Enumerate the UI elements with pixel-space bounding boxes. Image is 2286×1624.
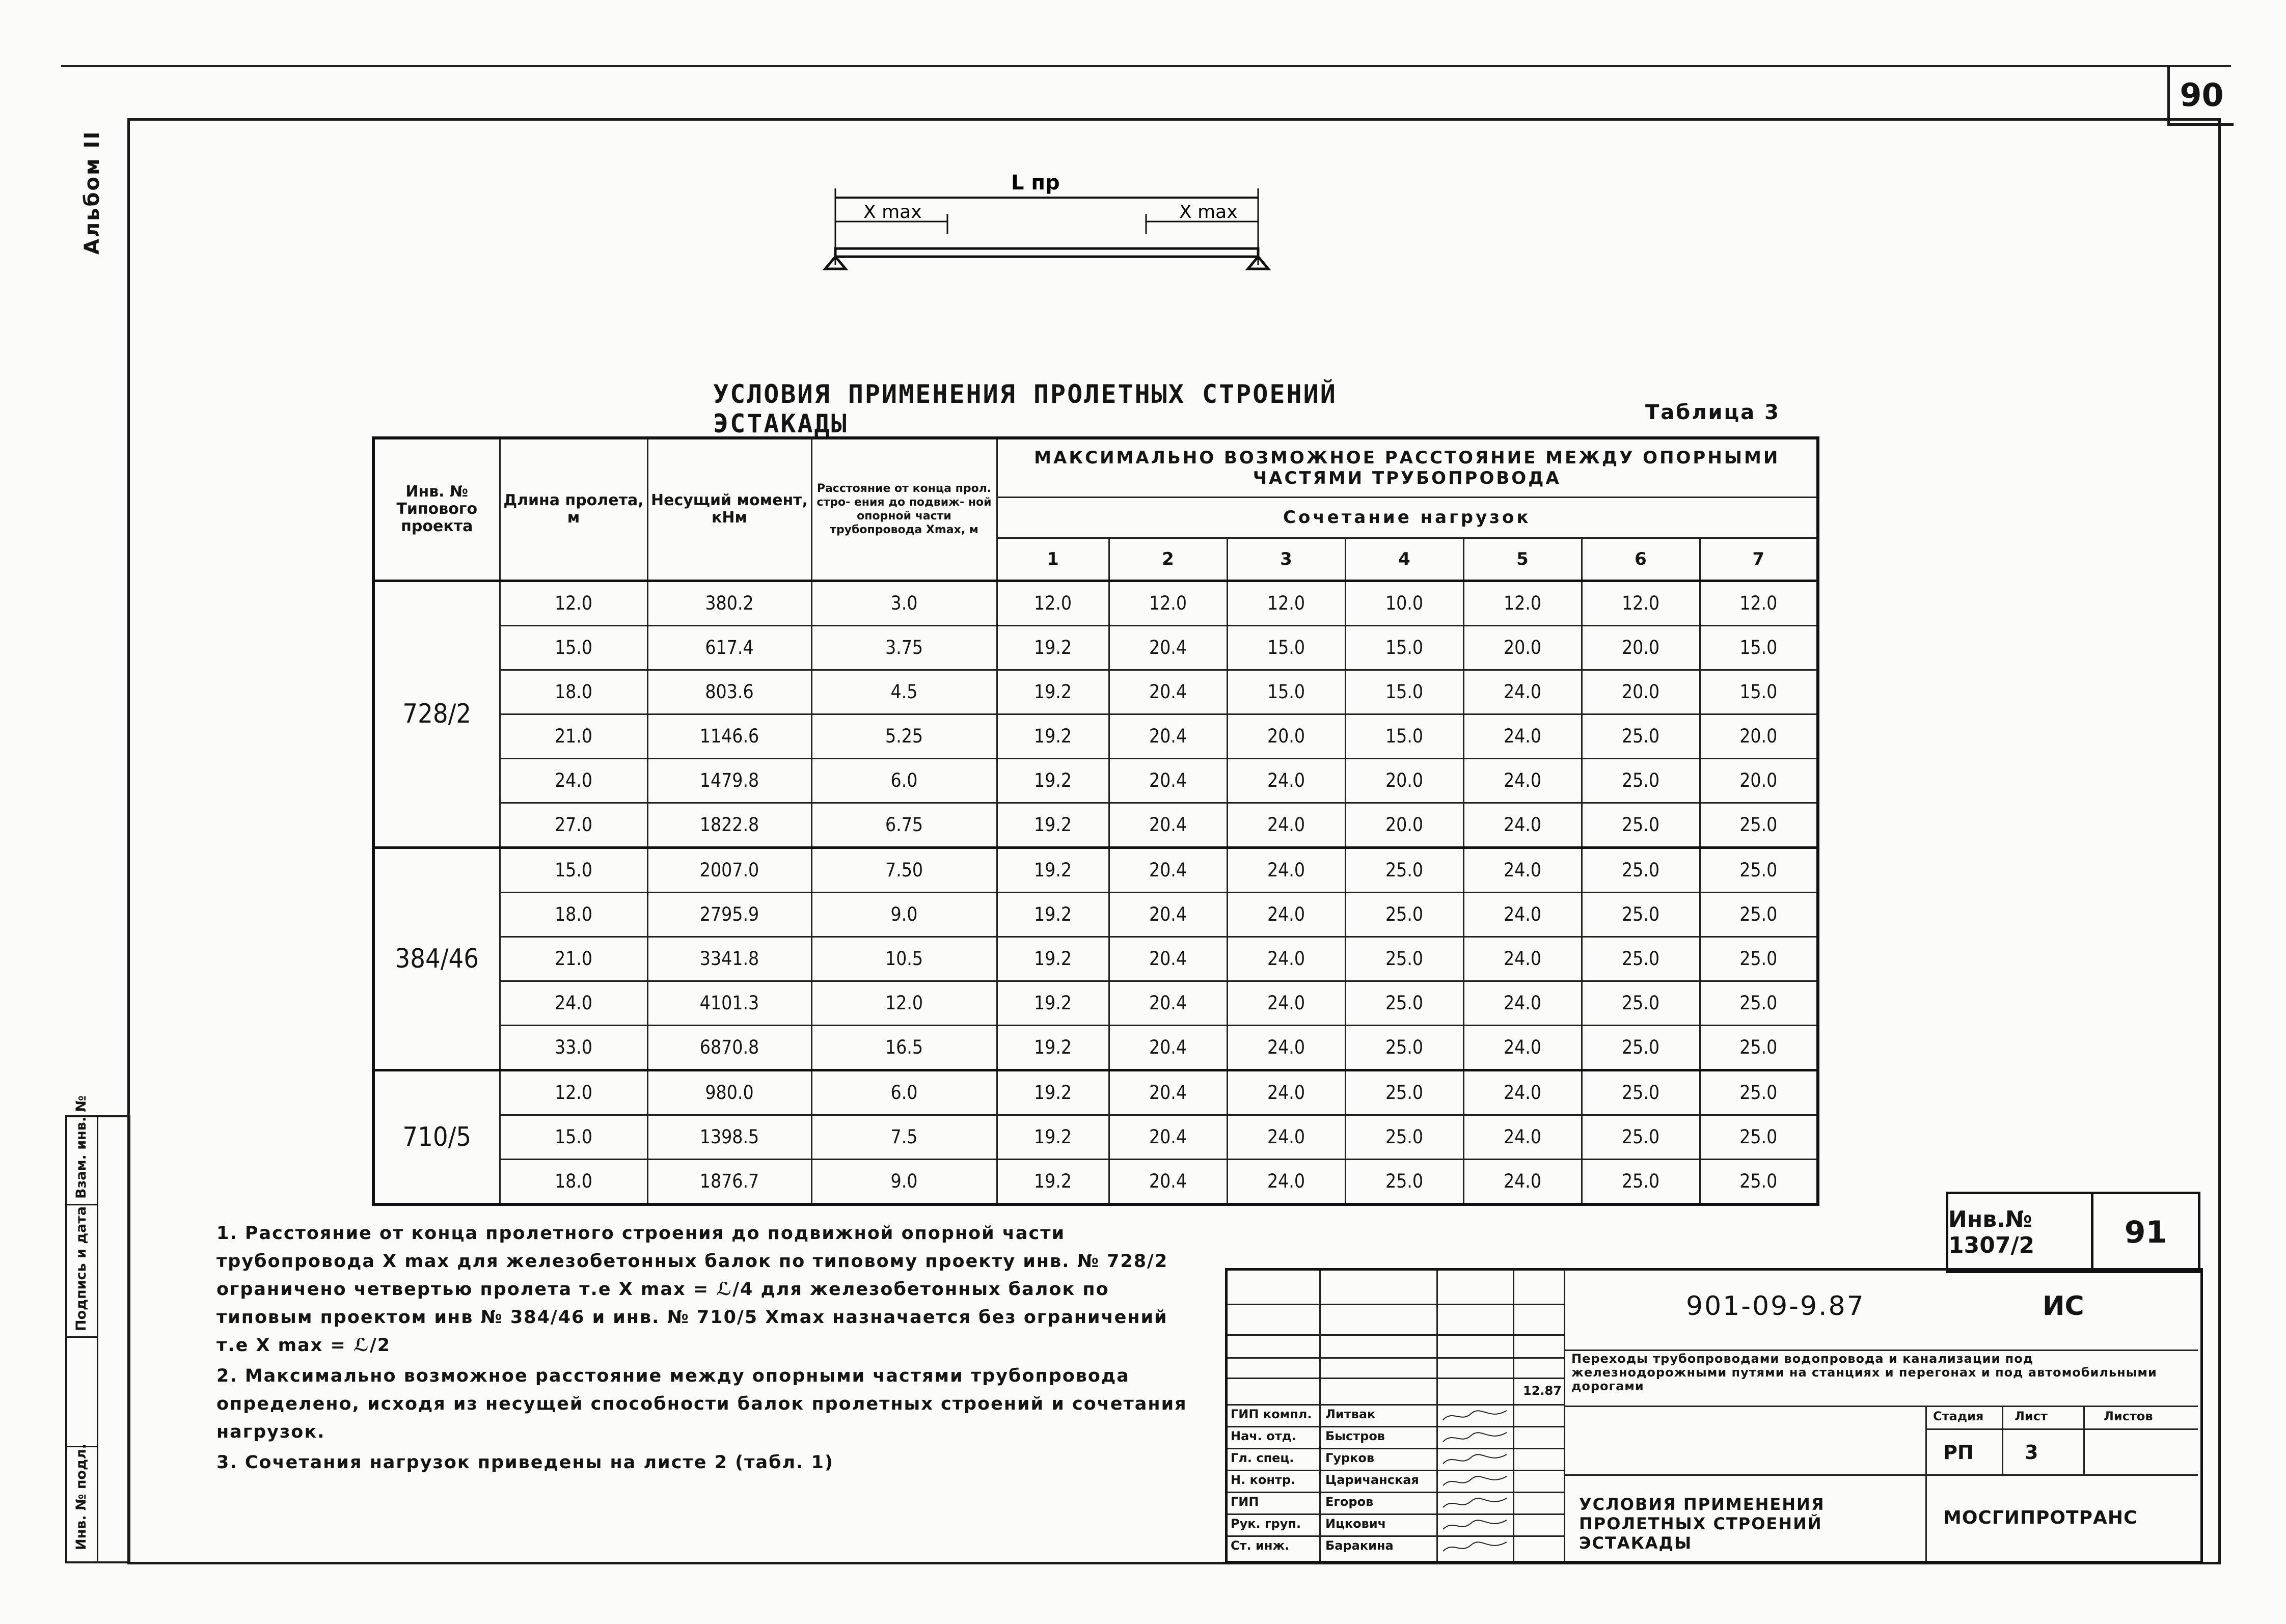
distance-combo-3-cell: 24.0 bbox=[1227, 1070, 1345, 1115]
distance-combo-5-cell: 24.0 bbox=[1463, 1070, 1582, 1115]
span-length-cell: 33.0 bbox=[500, 1025, 647, 1070]
sheet-number: 91 bbox=[2091, 1192, 2200, 1273]
note-3: 3. Сочетания нагрузок приведены на листе 2 (табл. 1) bbox=[216, 1452, 834, 1473]
conditions-table bbox=[372, 436, 1819, 1206]
top-border-line bbox=[61, 65, 2231, 67]
distance-combo-7-cell: 15.0 bbox=[1700, 670, 1818, 714]
distance-combo-4-cell: 25.0 bbox=[1345, 981, 1463, 1025]
side-stamp-label: Инв. № подл. bbox=[73, 1444, 89, 1550]
distance-combo-2-cell: 20.4 bbox=[1109, 937, 1227, 981]
table-row bbox=[373, 714, 1818, 758]
distance-combo-1-cell: 19.2 bbox=[997, 892, 1109, 937]
distance-combo-3-cell: 24.0 bbox=[1227, 981, 1345, 1025]
note-1: 1. Расстояние от конца пролетного строения до подвижной опорной части трубопровода X max для железобетонных балок по типовому проекту инв. № 728/2 ограничено четвертью пролета т.е X max = ℒ/4 для железобетонных балок по типовым проектом инв № 384/46 и инв. № 710/5 Xmax назначается без ограничений т.е X max = ℒ/2 bbox=[216, 1223, 1168, 1356]
moment-cell: 3341.8 bbox=[647, 937, 811, 981]
distance-combo-6-cell: 25.0 bbox=[1582, 981, 1700, 1025]
header-combo-1: 1 bbox=[997, 538, 1109, 581]
distance-combo-7-cell: 25.0 bbox=[1700, 981, 1818, 1025]
signature bbox=[1440, 1471, 1512, 1491]
distance-combo-4-cell: 20.0 bbox=[1345, 803, 1463, 847]
distance-combo-1-cell: 19.2 bbox=[997, 714, 1109, 758]
moment-cell: 1876.7 bbox=[647, 1159, 811, 1204]
span-length-cell: 12.0 bbox=[500, 1070, 647, 1115]
xmax-cell: 6.75 bbox=[811, 803, 997, 847]
distance-combo-5-cell: 24.0 bbox=[1463, 981, 1582, 1025]
staff-name: Ицкович bbox=[1325, 1517, 1386, 1531]
span-label: L пр bbox=[1011, 171, 1060, 195]
distance-combo-6-cell: 20.0 bbox=[1582, 670, 1700, 714]
distance-combo-2-cell: 20.4 bbox=[1109, 1070, 1227, 1115]
header-combo-2: 2 bbox=[1109, 538, 1227, 581]
distance-combo-6-cell: 25.0 bbox=[1582, 714, 1700, 758]
distance-combo-5-cell: 24.0 bbox=[1463, 892, 1582, 937]
staff-name: Егоров bbox=[1325, 1495, 1374, 1509]
table-row bbox=[373, 981, 1818, 1025]
header-combo-3: 3 bbox=[1227, 538, 1345, 581]
sheet-header: Лист bbox=[2015, 1409, 2048, 1423]
project-number-cell: 384/46 bbox=[373, 847, 500, 1070]
table-row bbox=[373, 581, 1818, 625]
distance-combo-3-cell: 24.0 bbox=[1227, 847, 1345, 892]
distance-combo-7-cell: 25.0 bbox=[1700, 1070, 1818, 1115]
distance-combo-2-cell: 20.4 bbox=[1109, 670, 1227, 714]
distance-combo-6-cell: 25.0 bbox=[1582, 937, 1700, 981]
xmax-cell: 16.5 bbox=[811, 1025, 997, 1070]
moment-cell: 1398.5 bbox=[647, 1115, 811, 1159]
distance-combo-1-cell: 19.2 bbox=[997, 1159, 1109, 1204]
span-length-cell: 27.0 bbox=[500, 803, 647, 847]
table-row bbox=[373, 892, 1818, 937]
distance-combo-3-cell: 24.0 bbox=[1227, 758, 1345, 803]
distance-combo-4-cell: 15.0 bbox=[1345, 670, 1463, 714]
xmax-left-label: X max bbox=[863, 202, 922, 223]
distance-combo-7-cell: 12.0 bbox=[1700, 581, 1818, 625]
table-row bbox=[373, 625, 1818, 670]
beam bbox=[835, 249, 1258, 257]
xmax-cell: 4.5 bbox=[811, 670, 997, 714]
distance-combo-4-cell: 10.0 bbox=[1345, 581, 1463, 625]
inventory-number: Инв.№ 1307/2 bbox=[1946, 1192, 2093, 1273]
distance-combo-1-cell: 19.2 bbox=[997, 803, 1109, 847]
drawing-code: 901-09-9.87 bbox=[1686, 1291, 1865, 1322]
distance-combo-3-cell: 24.0 bbox=[1227, 803, 1345, 847]
distance-combo-7-cell: 25.0 bbox=[1700, 892, 1818, 937]
distance-combo-4-cell: 25.0 bbox=[1345, 847, 1463, 892]
table-number: Таблица 3 bbox=[1645, 401, 1780, 424]
table-header bbox=[373, 438, 1818, 581]
staff-name: Царичанская bbox=[1325, 1473, 1419, 1487]
staff-role: ГИП компл. bbox=[1231, 1407, 1312, 1421]
moment-cell: 1146.6 bbox=[647, 714, 811, 758]
xmax-cell: 5.25 bbox=[811, 714, 997, 758]
header-combo-4: 4 bbox=[1345, 538, 1463, 581]
span-length-cell: 24.0 bbox=[500, 758, 647, 803]
xmax-cell: 12.0 bbox=[811, 981, 997, 1025]
distance-combo-2-cell: 20.4 bbox=[1109, 714, 1227, 758]
drawing-name: УСЛОВИЯ ПРИМЕНЕНИЯ ПРОЛЕТНЫХ СТРОЕНИЙ ЭСТАКАДЫ bbox=[1579, 1495, 1825, 1553]
signature bbox=[1440, 1449, 1512, 1469]
staff-role: Н. контр. bbox=[1231, 1473, 1296, 1487]
distance-combo-3-cell: 20.0 bbox=[1227, 714, 1345, 758]
stage-header: Стадия bbox=[1933, 1409, 1984, 1423]
distance-combo-4-cell: 15.0 bbox=[1345, 714, 1463, 758]
table-row bbox=[373, 1025, 1818, 1070]
distance-combo-2-cell: 20.4 bbox=[1109, 1115, 1227, 1159]
distance-combo-5-cell: 24.0 bbox=[1463, 758, 1582, 803]
table-title: УСЛОВИЯ ПРИМЕНЕНИЯ ПРОЛЕТНЫХ СТРОЕНИЙ ЭСТАКАДЫ bbox=[713, 379, 1337, 438]
project-number-cell: 728/2 bbox=[373, 581, 500, 847]
sheet-value: 3 bbox=[2025, 1441, 2038, 1464]
distance-combo-1-cell: 19.2 bbox=[997, 981, 1109, 1025]
distance-combo-3-cell: 24.0 bbox=[1227, 937, 1345, 981]
xmax-right-label: X max bbox=[1179, 202, 1238, 223]
table-row bbox=[373, 1159, 1818, 1204]
side-stamp-label: Подпись и дата bbox=[73, 1206, 89, 1331]
staff-role: Ст. инж. bbox=[1231, 1538, 1290, 1553]
xmax-cell: 9.0 bbox=[811, 1159, 997, 1204]
distance-combo-7-cell: 20.0 bbox=[1700, 758, 1818, 803]
distance-combo-3-cell: 24.0 bbox=[1227, 1159, 1345, 1204]
staff-name: Литвак bbox=[1325, 1407, 1376, 1421]
header-combo-5: 5 bbox=[1463, 538, 1582, 581]
page-number: 90 bbox=[2167, 66, 2234, 126]
table-row bbox=[373, 847, 1818, 892]
distance-combo-7-cell: 25.0 bbox=[1700, 937, 1818, 981]
moment-cell: 380.2 bbox=[647, 581, 811, 625]
signature bbox=[1440, 1427, 1512, 1447]
staff-role: ГИП bbox=[1231, 1495, 1259, 1509]
signature bbox=[1440, 1537, 1512, 1556]
distance-combo-5-cell: 24.0 bbox=[1463, 937, 1582, 981]
header-combination: Сочетание нагрузок bbox=[997, 497, 1818, 538]
moment-cell: 617.4 bbox=[647, 625, 811, 670]
distance-combo-2-cell: 20.4 bbox=[1109, 1025, 1227, 1070]
header-inv: Инв. № Типового проекта bbox=[373, 438, 500, 581]
distance-combo-3-cell: 15.0 bbox=[1227, 670, 1345, 714]
header-combo-7: 7 bbox=[1700, 538, 1818, 581]
moment-cell: 2007.0 bbox=[647, 847, 811, 892]
distance-combo-2-cell: 20.4 bbox=[1109, 892, 1227, 937]
header-combo-6: 6 bbox=[1582, 538, 1700, 581]
span-length-cell: 18.0 bbox=[500, 670, 647, 714]
notes bbox=[216, 1220, 1200, 1479]
distance-combo-5-cell: 24.0 bbox=[1463, 847, 1582, 892]
project-name: Переходы трубопроводами водопровода и канализации под железнодорожными путями на станциях и перегонах и под автомобильными дорогами bbox=[1571, 1352, 2157, 1393]
signature-date: 12.87 bbox=[1523, 1384, 1562, 1398]
distance-combo-5-cell: 24.0 bbox=[1463, 1115, 1582, 1159]
album-label: Альбом II bbox=[80, 130, 104, 255]
moment-cell: 1479.8 bbox=[647, 758, 811, 803]
distance-combo-6-cell: 20.0 bbox=[1582, 625, 1700, 670]
staff-role: Гл. спец. bbox=[1231, 1451, 1294, 1465]
xmax-cell: 7.5 bbox=[811, 1115, 997, 1159]
moment-cell: 4101.3 bbox=[647, 981, 811, 1025]
distance-combo-4-cell: 25.0 bbox=[1345, 937, 1463, 981]
table-row bbox=[373, 937, 1818, 981]
distance-combo-4-cell: 25.0 bbox=[1345, 892, 1463, 937]
distance-combo-2-cell: 20.4 bbox=[1109, 1159, 1227, 1204]
distance-combo-1-cell: 19.2 bbox=[997, 1115, 1109, 1159]
distance-combo-5-cell: 24.0 bbox=[1463, 670, 1582, 714]
distance-combo-2-cell: 20.4 bbox=[1109, 803, 1227, 847]
distance-combo-2-cell: 12.0 bbox=[1109, 581, 1227, 625]
distance-combo-7-cell: 25.0 bbox=[1700, 1025, 1818, 1070]
side-stamp bbox=[65, 1095, 130, 1563]
table-row bbox=[373, 670, 1818, 714]
signature bbox=[1440, 1493, 1512, 1512]
distance-combo-1-cell: 19.2 bbox=[997, 758, 1109, 803]
span-length-cell: 21.0 bbox=[500, 714, 647, 758]
moment-cell: 1822.8 bbox=[647, 803, 811, 847]
distance-combo-2-cell: 20.4 bbox=[1109, 625, 1227, 670]
xmax-cell: 3.75 bbox=[811, 625, 997, 670]
project-number-cell: 710/5 bbox=[373, 1070, 500, 1204]
staff-name: Гурков bbox=[1325, 1451, 1375, 1465]
distance-combo-1-cell: 19.2 bbox=[997, 937, 1109, 981]
header-distance: Расстояние от конца прол. стро- ения до подвиж- ной опорной части трубопровода Xmax, м bbox=[811, 438, 997, 581]
distance-combo-1-cell: 19.2 bbox=[997, 1025, 1109, 1070]
distance-combo-1-cell: 12.0 bbox=[997, 581, 1109, 625]
side-stamp-label: Взам. инв. № bbox=[73, 1095, 89, 1199]
header-max-distance: МАКСИМАЛЬНО ВОЗМОЖНОЕ РАССТОЯНИЕ МЕЖДУ ОПОРНЫМИ ЧАСТЯМИ ТРУБОПРОВОДА bbox=[997, 438, 1818, 497]
staff-role: Рук. груп. bbox=[1231, 1517, 1301, 1531]
distance-combo-6-cell: 25.0 bbox=[1582, 1025, 1700, 1070]
distance-combo-3-cell: 15.0 bbox=[1227, 625, 1345, 670]
moment-cell: 803.6 bbox=[647, 670, 811, 714]
xmax-cell: 3.0 bbox=[811, 581, 997, 625]
title-block bbox=[1225, 1268, 2203, 1563]
span-length-cell: 24.0 bbox=[500, 981, 647, 1025]
distance-combo-5-cell: 12.0 bbox=[1463, 581, 1582, 625]
staff-name: Быстров bbox=[1325, 1429, 1385, 1443]
distance-combo-3-cell: 24.0 bbox=[1227, 1025, 1345, 1070]
distance-combo-4-cell: 25.0 bbox=[1345, 1025, 1463, 1070]
staff-role: Нач. отд. bbox=[1231, 1429, 1297, 1443]
distance-combo-6-cell: 25.0 bbox=[1582, 758, 1700, 803]
distance-combo-2-cell: 20.4 bbox=[1109, 847, 1227, 892]
distance-combo-2-cell: 20.4 bbox=[1109, 758, 1227, 803]
table-row bbox=[373, 1115, 1818, 1159]
span-length-cell: 15.0 bbox=[500, 1115, 647, 1159]
distance-combo-6-cell: 25.0 bbox=[1582, 1159, 1700, 1204]
span-length-cell: 18.0 bbox=[500, 1159, 647, 1204]
distance-combo-4-cell: 25.0 bbox=[1345, 1159, 1463, 1204]
distance-combo-7-cell: 15.0 bbox=[1700, 625, 1818, 670]
distance-combo-7-cell: 20.0 bbox=[1700, 714, 1818, 758]
xmax-cell: 6.0 bbox=[811, 1070, 997, 1115]
table-row bbox=[373, 758, 1818, 803]
distance-combo-6-cell: 25.0 bbox=[1582, 1115, 1700, 1159]
distance-combo-6-cell: 25.0 bbox=[1582, 1070, 1700, 1115]
distance-combo-7-cell: 25.0 bbox=[1700, 847, 1818, 892]
sheets-header: Листов bbox=[2104, 1409, 2153, 1423]
signature bbox=[1440, 1515, 1512, 1534]
span-length-cell: 15.0 bbox=[500, 847, 647, 892]
distance-combo-1-cell: 19.2 bbox=[997, 625, 1109, 670]
distance-combo-6-cell: 25.0 bbox=[1582, 892, 1700, 937]
span-length-cell: 21.0 bbox=[500, 937, 647, 981]
distance-combo-3-cell: 24.0 bbox=[1227, 892, 1345, 937]
distance-combo-6-cell: 12.0 bbox=[1582, 581, 1700, 625]
distance-combo-7-cell: 25.0 bbox=[1700, 1115, 1818, 1159]
distance-combo-4-cell: 20.0 bbox=[1345, 758, 1463, 803]
distance-combo-5-cell: 24.0 bbox=[1463, 1025, 1582, 1070]
span-length-cell: 12.0 bbox=[500, 581, 647, 625]
distance-combo-3-cell: 12.0 bbox=[1227, 581, 1345, 625]
distance-combo-7-cell: 25.0 bbox=[1700, 1159, 1818, 1204]
note-2: 2. Максимально возможное расстояние между опорными частями трубопровода определено, исходя из несущей способности балок пролетных строений и сочетания нагрузок. bbox=[216, 1366, 1187, 1442]
distance-combo-1-cell: 19.2 bbox=[997, 847, 1109, 892]
staff-name: Баракина bbox=[1325, 1538, 1394, 1553]
span-length-cell: 18.0 bbox=[500, 892, 647, 937]
signature bbox=[1440, 1406, 1512, 1425]
distance-combo-4-cell: 25.0 bbox=[1345, 1115, 1463, 1159]
span-length-cell: 15.0 bbox=[500, 625, 647, 670]
distance-combo-5-cell: 20.0 bbox=[1463, 625, 1582, 670]
moment-cell: 6870.8 bbox=[647, 1025, 811, 1070]
organization: МОСГИПРОТРАНС bbox=[1943, 1507, 2138, 1528]
xmax-cell: 6.0 bbox=[811, 758, 997, 803]
distance-combo-6-cell: 25.0 bbox=[1582, 847, 1700, 892]
distance-combo-7-cell: 25.0 bbox=[1700, 803, 1818, 847]
distance-combo-1-cell: 19.2 bbox=[997, 670, 1109, 714]
distance-combo-4-cell: 25.0 bbox=[1345, 1070, 1463, 1115]
stage-value: РП bbox=[1943, 1441, 1974, 1464]
distance-combo-5-cell: 24.0 bbox=[1463, 803, 1582, 847]
distance-combo-4-cell: 15.0 bbox=[1345, 625, 1463, 670]
distance-combo-1-cell: 19.2 bbox=[997, 1070, 1109, 1115]
header-moment: Несущий момент, кНм bbox=[647, 438, 811, 581]
drawing-code-suffix: ИС bbox=[2043, 1291, 2084, 1322]
table-row bbox=[373, 803, 1818, 847]
beam-diagram bbox=[815, 158, 1273, 285]
distance-combo-3-cell: 24.0 bbox=[1227, 1115, 1345, 1159]
moment-cell: 2795.9 bbox=[647, 892, 811, 937]
distance-combo-2-cell: 20.4 bbox=[1109, 981, 1227, 1025]
moment-cell: 980.0 bbox=[647, 1070, 811, 1115]
distance-combo-6-cell: 25.0 bbox=[1582, 803, 1700, 847]
xmax-cell: 10.5 bbox=[811, 937, 997, 981]
table-row bbox=[373, 1070, 1818, 1115]
xmax-cell: 7.50 bbox=[811, 847, 997, 892]
header-length: Длина пролета, м bbox=[500, 438, 647, 581]
table-body bbox=[373, 581, 1818, 1204]
distance-combo-5-cell: 24.0 bbox=[1463, 714, 1582, 758]
xmax-cell: 9.0 bbox=[811, 892, 997, 937]
distance-combo-5-cell: 24.0 bbox=[1463, 1159, 1582, 1204]
